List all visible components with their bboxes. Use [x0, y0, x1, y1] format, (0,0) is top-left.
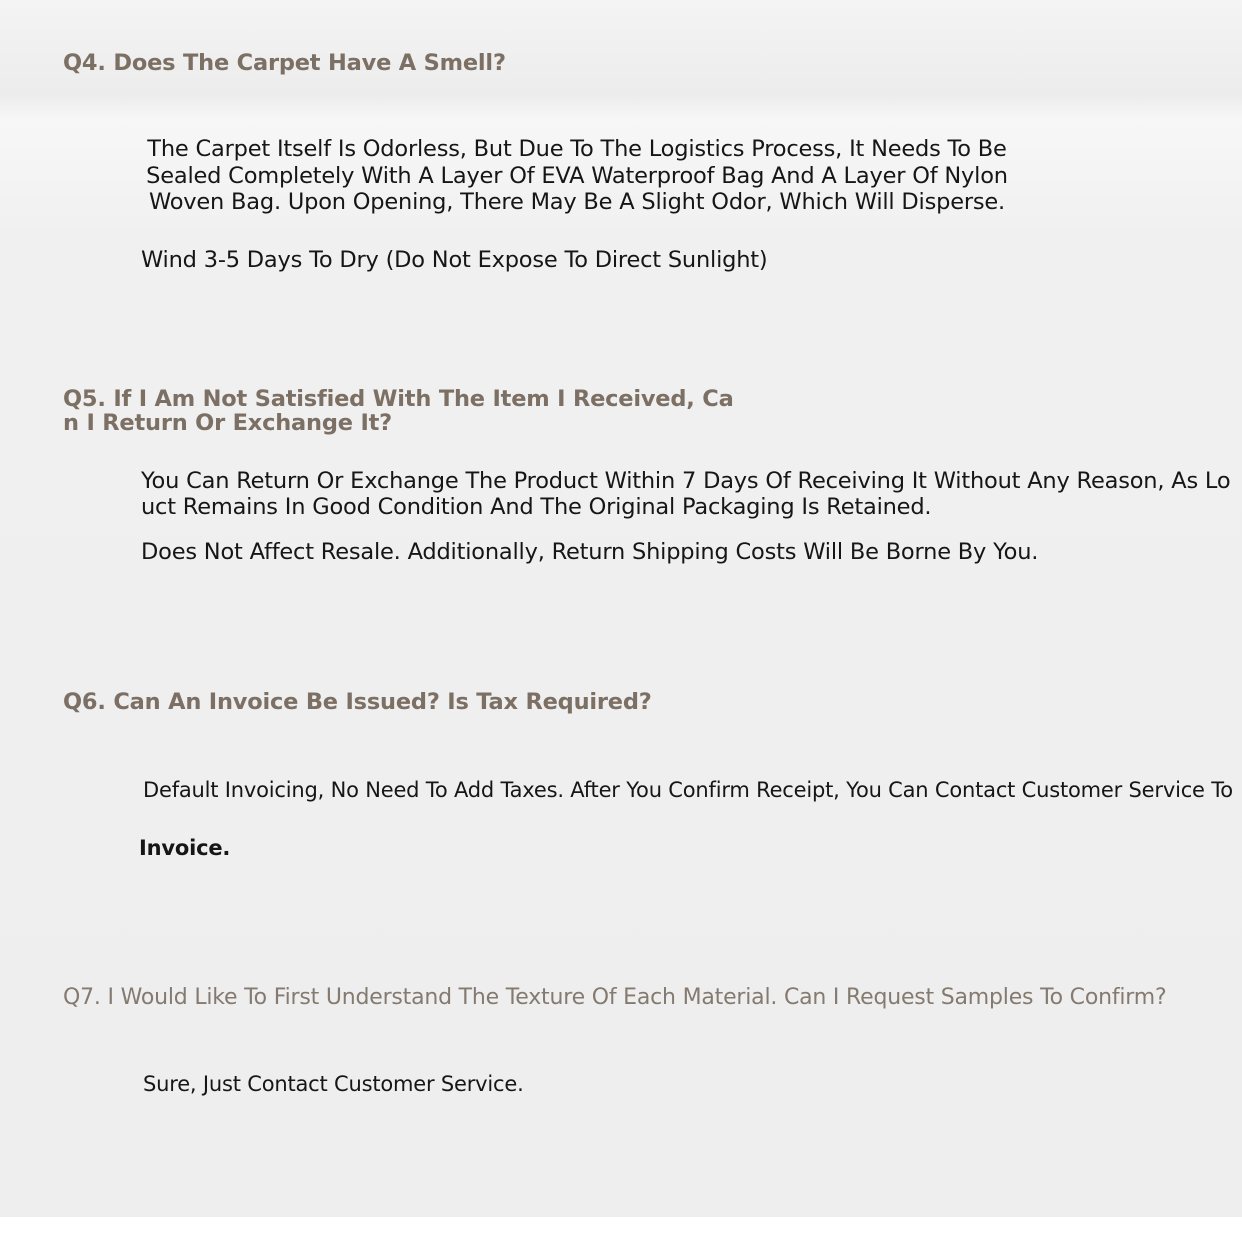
faq-answer-q4: [139, 136, 1015, 216]
faq-answer-q5-line-2: uct Remains In Good Condition And The Original Packaging Is Retained.: [141, 494, 932, 520]
faq-question-q4: Q4. Does The Carpet Have A Smell?: [63, 50, 506, 76]
faq-answer-q4-line-1: The Carpet Itself Is Odorless, But Due To The Logistics Process, It Needs To Be: [147, 136, 1007, 162]
faq-answer-q5: [141, 468, 1230, 520]
page-bottom-edge: [0, 1217, 1242, 1244]
faq-question-q5-line-2: n I Return Or Exchange It?: [63, 410, 393, 436]
faq-answer-q6: Default Invoicing, No Need To Add Taxes. After You Confirm Receipt, You Can Contact Customer Service To: [143, 778, 1233, 802]
faq-answer-q4-line-2: Sealed Completely With A Layer Of EVA Waterproof Bag And A Layer Of Nylon: [146, 162, 1008, 189]
faq-question-q5-line-1: Q5. If I Am Not Satisfied With The Item I Received, Ca: [63, 386, 734, 412]
faq-question-q5: [63, 387, 734, 435]
faq-question-q7: Q7. I Would Like To First Understand The Texture Of Each Material. Can I Request Samples To Confirm?: [63, 985, 1167, 1010]
faq-answer-q5-line-1: You Can Return Or Exchange The Product Within 7 Days Of Receiving It Without Any Reason, As Lo: [141, 468, 1231, 494]
faq-question-q6: Q6. Can An Invoice Be Issued? Is Tax Required?: [63, 689, 652, 715]
faq-answer-q4-line-3: Woven Bag. Upon Opening, There May Be A Slight Odor, Which Will Disperse.: [148, 189, 1006, 215]
faq-answer-q6-extra: Invoice.: [139, 836, 231, 860]
faq-answer-q7: Sure, Just Contact Customer Service.: [143, 1072, 524, 1096]
faq-answer-q5-extra: Does Not Affect Resale. Additionally, Return Shipping Costs Will Be Borne By You.: [141, 539, 1039, 565]
faq-answer-q4-extra: Wind 3-5 Days To Dry (Do Not Expose To Direct Sunlight): [141, 247, 768, 273]
